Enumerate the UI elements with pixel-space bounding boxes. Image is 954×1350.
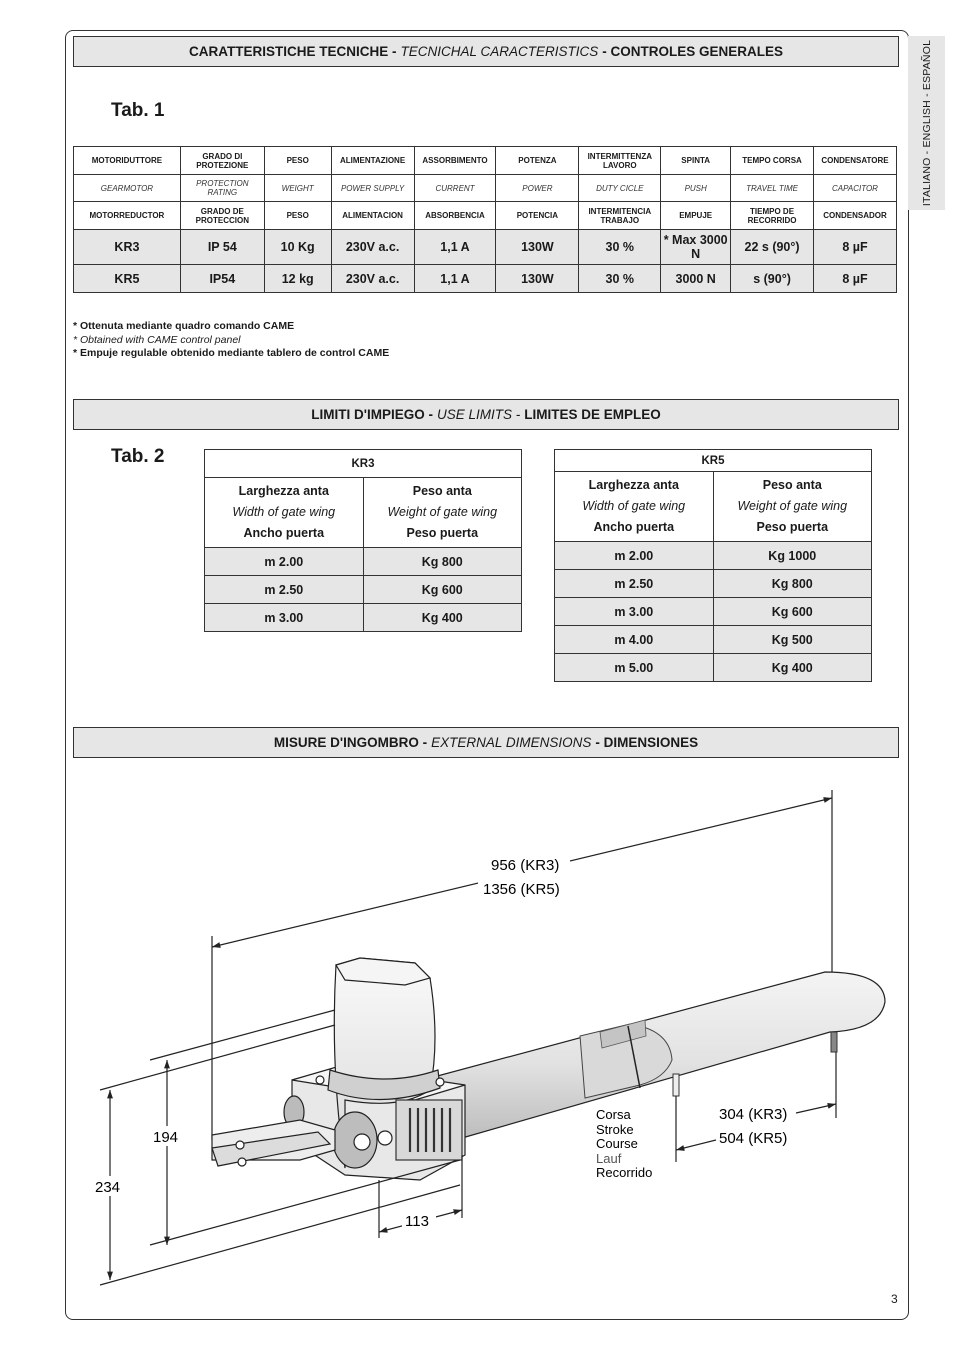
t1-it-cell-1: GRADO DI PROTEZIONE	[180, 147, 264, 175]
note-spanish: * Empuje regulable obtenido mediante tablero de control CAME	[73, 347, 390, 359]
dim-234-label: 234	[95, 1179, 121, 1196]
t1-en-cell-4: CURRENT	[414, 175, 496, 202]
gate-weight-cell: Kg 1000	[713, 542, 871, 570]
gate-weight-cell: Kg 400	[363, 604, 521, 632]
table-cell: * Max 3000 N	[661, 230, 731, 265]
t1-es-cell-1: GRADO DE PROTECCION	[180, 202, 264, 230]
table-cell: 1,1 A	[414, 265, 496, 293]
t1-it-cell-0: MOTORIDUTTORE	[74, 147, 181, 175]
stroke-labels	[596, 1107, 652, 1180]
t1-en-cell-2: WEIGHT	[264, 175, 331, 202]
table-cell: 130W	[496, 265, 579, 293]
gate-width-cell: m 3.00	[205, 604, 364, 632]
table-cell: KR5	[74, 265, 181, 293]
gate-width-cell: m 5.00	[555, 654, 714, 682]
t1-it-cell-7: SPINTA	[661, 147, 731, 175]
kr5-caption: KR5	[555, 450, 872, 472]
t1-en-cell-0: GEARMOTOR	[74, 175, 181, 202]
operator-arm	[430, 972, 885, 1138]
table-cell: 30 %	[579, 265, 661, 293]
motor-unit	[212, 958, 465, 1180]
stroke-kr5-label: 504 (KR5)	[719, 1130, 788, 1147]
section1-en: TECNICHAL CARACTERISTICS	[400, 44, 599, 59]
kr5-weight-header: Peso anta Weight of gate wing Peso puerta	[713, 472, 871, 542]
table-cell: 30 %	[579, 230, 661, 265]
table-cell: KR3	[74, 230, 181, 265]
gate-width-cell: m 4.00	[555, 626, 714, 654]
table-cell: 22 s (90°)	[731, 230, 814, 265]
kr3-caption: KR3	[205, 450, 522, 478]
section3-it: MISURE D'INGOMBRO -	[273, 735, 428, 750]
table-cell: 130W	[496, 230, 579, 265]
table-cell: 3000 N	[661, 265, 731, 293]
kr3-width-header: Larghezza anta Width of gate wing Ancho puerta	[205, 478, 364, 548]
tab2-title: Tab. 2	[111, 446, 165, 467]
gate-width-cell: m 2.00	[555, 542, 714, 570]
svg-text:Recorrido: Recorrido	[596, 1165, 653, 1180]
dim-113-label: 113	[405, 1213, 429, 1230]
dim-194-label: 194	[153, 1129, 179, 1146]
t1-it-cell-2: PESO	[264, 147, 331, 175]
t1-es-cell-4: ABSORBENCIA	[414, 202, 496, 230]
section2-it: LIMITI D'IMPIEGO -	[311, 407, 433, 422]
t1-it-cell-8: TEMPO CORSA	[731, 147, 814, 175]
svg-text:Course: Course	[596, 1136, 638, 1151]
t1-it-cell-9: CONDENSATORE	[813, 147, 896, 175]
table-cell: 8 µF	[813, 230, 896, 265]
gate-weight-cell: Kg 800	[713, 570, 871, 598]
t1-es-cell-8: TIEMPO DE RECORRIDO	[731, 202, 814, 230]
t1-it-cell-4: ASSORBIMENTO	[414, 147, 496, 175]
section2-en: USE LIMITS -	[436, 407, 521, 422]
t1-en-cell-5: POWER	[496, 175, 579, 202]
table-cell: 1,1 A	[414, 230, 496, 265]
tab1-title: Tab. 1	[111, 100, 165, 121]
gate-width-cell: m 2.50	[555, 570, 714, 598]
gate-width-cell: m 3.00	[555, 598, 714, 626]
svg-text:Lauf: Lauf	[596, 1151, 622, 1166]
page-number: 3	[891, 1292, 898, 1306]
table-cell: IP54	[180, 265, 264, 293]
svg-text:Corsa: Corsa	[596, 1107, 631, 1122]
gate-weight-cell: Kg 800	[363, 548, 521, 576]
stroke-kr3-label: 304 (KR3)	[719, 1106, 788, 1123]
svg-text:Stroke: Stroke	[596, 1122, 634, 1137]
t1-en-cell-6: DUTY CICLE	[579, 175, 661, 202]
t1-en-cell-1: PROTECTION RATING	[180, 175, 264, 202]
gate-width-cell: m 2.50	[205, 576, 364, 604]
gate-weight-cell: Kg 400	[713, 654, 871, 682]
table-cell: 10 Kg	[264, 230, 331, 265]
gate-weight-cell: Kg 600	[713, 598, 871, 626]
kr5-width-header: Larghezza anta Width of gate wing Ancho puerta	[555, 472, 714, 542]
t1-es-cell-3: ALIMENTACION	[331, 202, 414, 230]
kr3-weight-header: Peso anta Weight of gate wing Peso puerta	[363, 478, 521, 548]
t1-en-cell-9: CAPACITOR	[813, 175, 896, 202]
gate-weight-cell: Kg 500	[713, 626, 871, 654]
section1-it: CARATTERISTICHE TECNICHE -	[188, 44, 397, 59]
t1-es-cell-0: MOTORREDUCTOR	[74, 202, 181, 230]
note-english: * Obtained with CAME control panel	[73, 333, 241, 346]
note-italian: * Ottenuta mediante quadro comando CAME	[73, 320, 295, 332]
gate-weight-cell: Kg 600	[363, 576, 521, 604]
table-cell: 8 µF	[813, 265, 896, 293]
table-cell: IP 54	[180, 230, 264, 265]
t1-es-cell-5: POTENCIA	[496, 202, 579, 230]
length-kr3-label: 956 (KR3)	[491, 857, 560, 874]
section2-es: LIMITES DE EMPLEO	[524, 407, 661, 422]
table-cell: 230V a.c.	[331, 265, 414, 293]
section3-en: EXTERNAL DIMENSIONS	[431, 735, 592, 750]
t1-es-cell-2: PESO	[264, 202, 331, 230]
t1-es-cell-6: INTERMITENCIA TRABAJO	[579, 202, 661, 230]
section3-es: - DIMENSIONES	[595, 735, 699, 750]
language-tab-label: ITALIANO - ENGLISH - ESPAÑOL	[920, 39, 933, 207]
table-cell: 230V a.c.	[331, 230, 414, 265]
section1-es: - CONTROLES GENERALES	[602, 44, 784, 59]
table-cell: s (90°)	[731, 265, 814, 293]
t1-it-cell-6: INTERMITTENZA LAVORO	[579, 147, 661, 175]
t1-en-cell-8: TRAVEL TIME	[731, 175, 814, 202]
t1-es-cell-9: CONDENSADOR	[813, 202, 896, 230]
length-kr5-label: 1356 (KR5)	[483, 881, 560, 898]
t1-en-cell-7: PUSH	[661, 175, 731, 202]
t1-it-cell-5: POTENZA	[496, 147, 579, 175]
t1-it-cell-3: ALIMENTAZIONE	[331, 147, 414, 175]
table-cell: 12 kg	[264, 265, 331, 293]
t1-en-cell-3: POWER SUPPLY	[331, 175, 414, 202]
t1-es-cell-7: EMPUJE	[661, 202, 731, 230]
gate-width-cell: m 2.00	[205, 548, 364, 576]
